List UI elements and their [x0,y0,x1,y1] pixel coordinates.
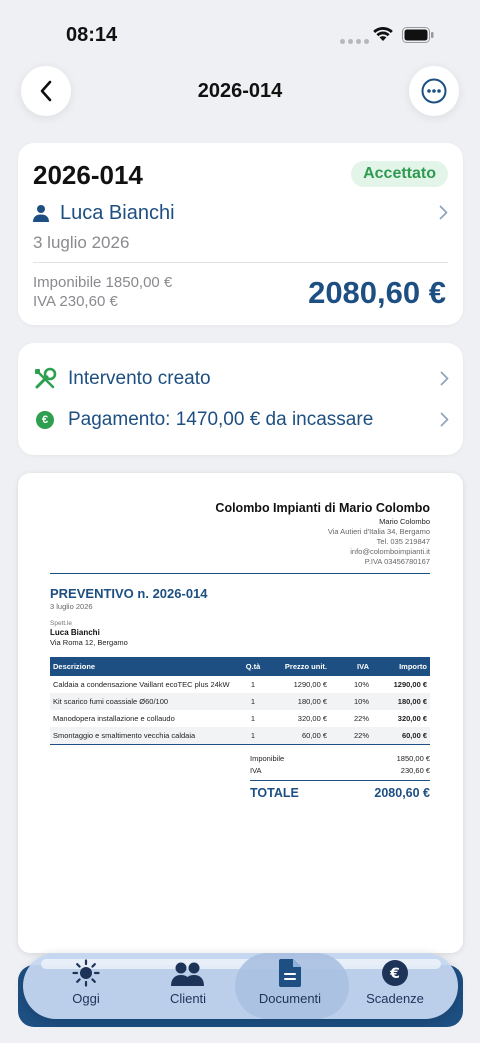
item-description: Caldaia a condensazione Vaillant ecoTEC plus 24kW [53,680,230,689]
quote-title: PREVENTIVO n. 2026-014 [50,586,208,601]
tab-label: Scadenze [366,991,424,1006]
table-row [50,710,430,727]
imponibile-text: Imponibile 1850,00 € [33,274,173,291]
recipient-name: Luca Bianchi [50,628,100,637]
iva-row [250,765,430,777]
chevron-right-icon [439,205,448,220]
column-header: Descrizione [50,657,240,676]
payment-link[interactable] [33,405,449,435]
iva-text: IVA 230,60 € [33,293,118,310]
chevron-left-icon [39,80,53,102]
total-value: 2080,60 € [374,786,430,800]
table-row [50,727,430,745]
totals-block [250,753,430,800]
document-preview[interactable] [18,473,463,953]
column-header: Q.tà [240,657,266,676]
signal-dots-icon [340,39,369,44]
item-vat: 22% [330,727,372,745]
company-email: info@colomboimpianti.it [350,547,430,556]
tab-label: Clienti [169,991,207,1006]
document-number: 2026-014 [33,160,143,190]
imponibile-row [250,753,430,765]
divider [50,573,430,574]
item-quantity: 1 [250,680,256,689]
links-card [18,343,463,455]
table-row [50,676,430,693]
column-header: Prezzo unit. [266,657,330,676]
people-icon [170,961,206,987]
chevron-right-icon [440,412,449,427]
column-header: Importo [372,657,430,676]
item-unit-price: 180,00 € [266,693,330,710]
tab-bar [23,953,458,1019]
euro-icon: € [36,411,54,429]
tab-documenti[interactable] [235,953,345,1019]
company-vat: P.IVA 03456780167 [364,557,430,566]
tab-oggi[interactable] [31,953,141,1019]
item-amount: 180,00 € [372,693,430,710]
item-vat: 10% [353,680,369,689]
imponibile-value: 1850,00 € [396,754,430,763]
document-icon [279,959,301,987]
client-link[interactable] [32,198,448,228]
item-quantity: 1 [240,693,266,710]
company-name: Colombo Impianti di Mario Colombo [215,501,430,515]
item-unit-price: 320,00 € [297,714,327,723]
tab-scadenze[interactable] [340,953,450,1019]
divider [33,262,448,263]
column-header: IVA [330,657,372,676]
item-vat: 22% [353,714,369,723]
imponibile-label: Imponibile [250,754,285,763]
wrench-screwdriver-icon [33,367,57,391]
table-row [50,693,430,710]
company-phone: Tel. 035 219847 [376,537,430,546]
item-unit-price: 60,00 € [266,727,330,745]
item-description: Smontaggio e smaltimento vecchia caldaia [50,727,240,745]
chevron-right-icon [440,371,449,386]
item-amount: 60,00 € [372,727,430,745]
item-amount: 320,00 € [397,714,427,723]
euro-icon [381,959,409,987]
svg-text:€: € [390,966,400,982]
quote-paper [50,501,430,800]
status-bar [0,0,480,60]
iva-label: IVA [250,766,262,775]
intervention-link[interactable] [33,364,449,394]
item-amount: 1290,00 € [393,680,427,689]
item-description: Manodopera installazione e collaudo [53,714,175,723]
total-amount: 2080,60 € [308,275,446,310]
grand-total-row [250,786,430,800]
page-title: 2026-014 [197,80,283,102]
summary-card [18,143,463,325]
total-label: TOTALE [250,786,299,800]
sun-icon [72,959,100,987]
payment-label: Pagamento: 1470,00 € da incassare [68,409,374,430]
person-icon [32,204,50,222]
company-address: Via Autieri d'Italia 34, Bergamo [327,527,430,536]
item-quantity: 1 [250,714,256,723]
item-description: Kit scarico fumi coassiale Ø60/100 [50,693,240,710]
client-name: Luca Bianchi [60,201,175,224]
table-header [50,657,430,676]
status-time: 08:14 [66,24,118,46]
ellipsis-circle-icon [421,78,447,104]
tab-label: Oggi [72,991,100,1006]
tab-label: Documenti [258,991,322,1006]
recipient-address: Via Roma 12, Bergamo [50,638,128,647]
divider [250,780,430,781]
status-badge: Accettato [351,161,448,187]
tab-clienti[interactable] [133,953,243,1019]
wifi-icon [372,26,394,42]
item-vat: 10% [330,693,372,710]
quote-date: 3 luglio 2026 [50,602,93,611]
more-options-button[interactable] [409,66,459,116]
recipient-label: Spett.le [50,620,73,627]
battery-icon [402,27,434,43]
iva-value: 230,60 € [400,766,430,775]
item-unit-price: 1290,00 € [293,680,327,689]
intervention-label: Intervento creato [68,368,211,389]
back-button[interactable] [21,66,71,116]
company-owner: Mario Colombo [379,517,430,526]
item-quantity: 1 [240,727,266,745]
document-date: 3 luglio 2026 [33,233,130,252]
items-table [50,657,430,745]
